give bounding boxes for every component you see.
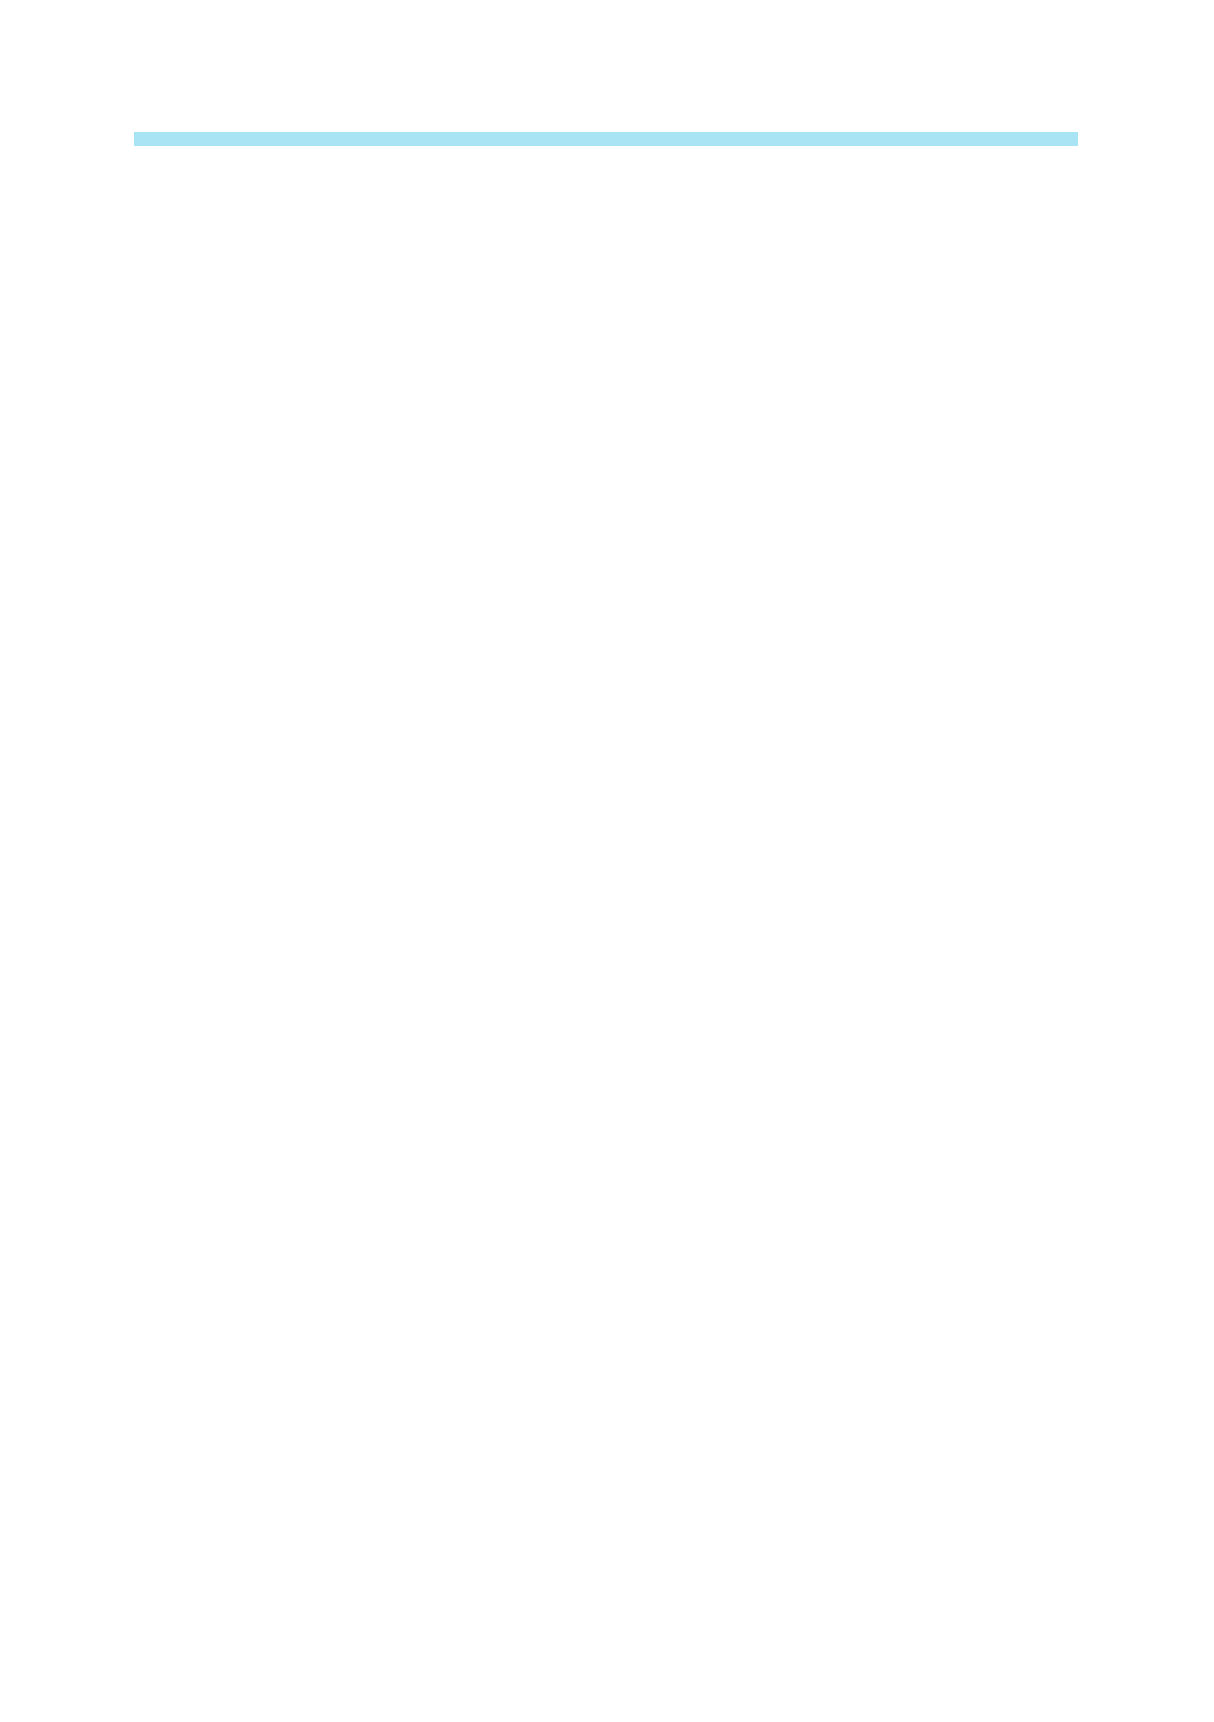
toc-content — [140, 118, 1078, 158]
highlight-section — [134, 132, 1078, 146]
